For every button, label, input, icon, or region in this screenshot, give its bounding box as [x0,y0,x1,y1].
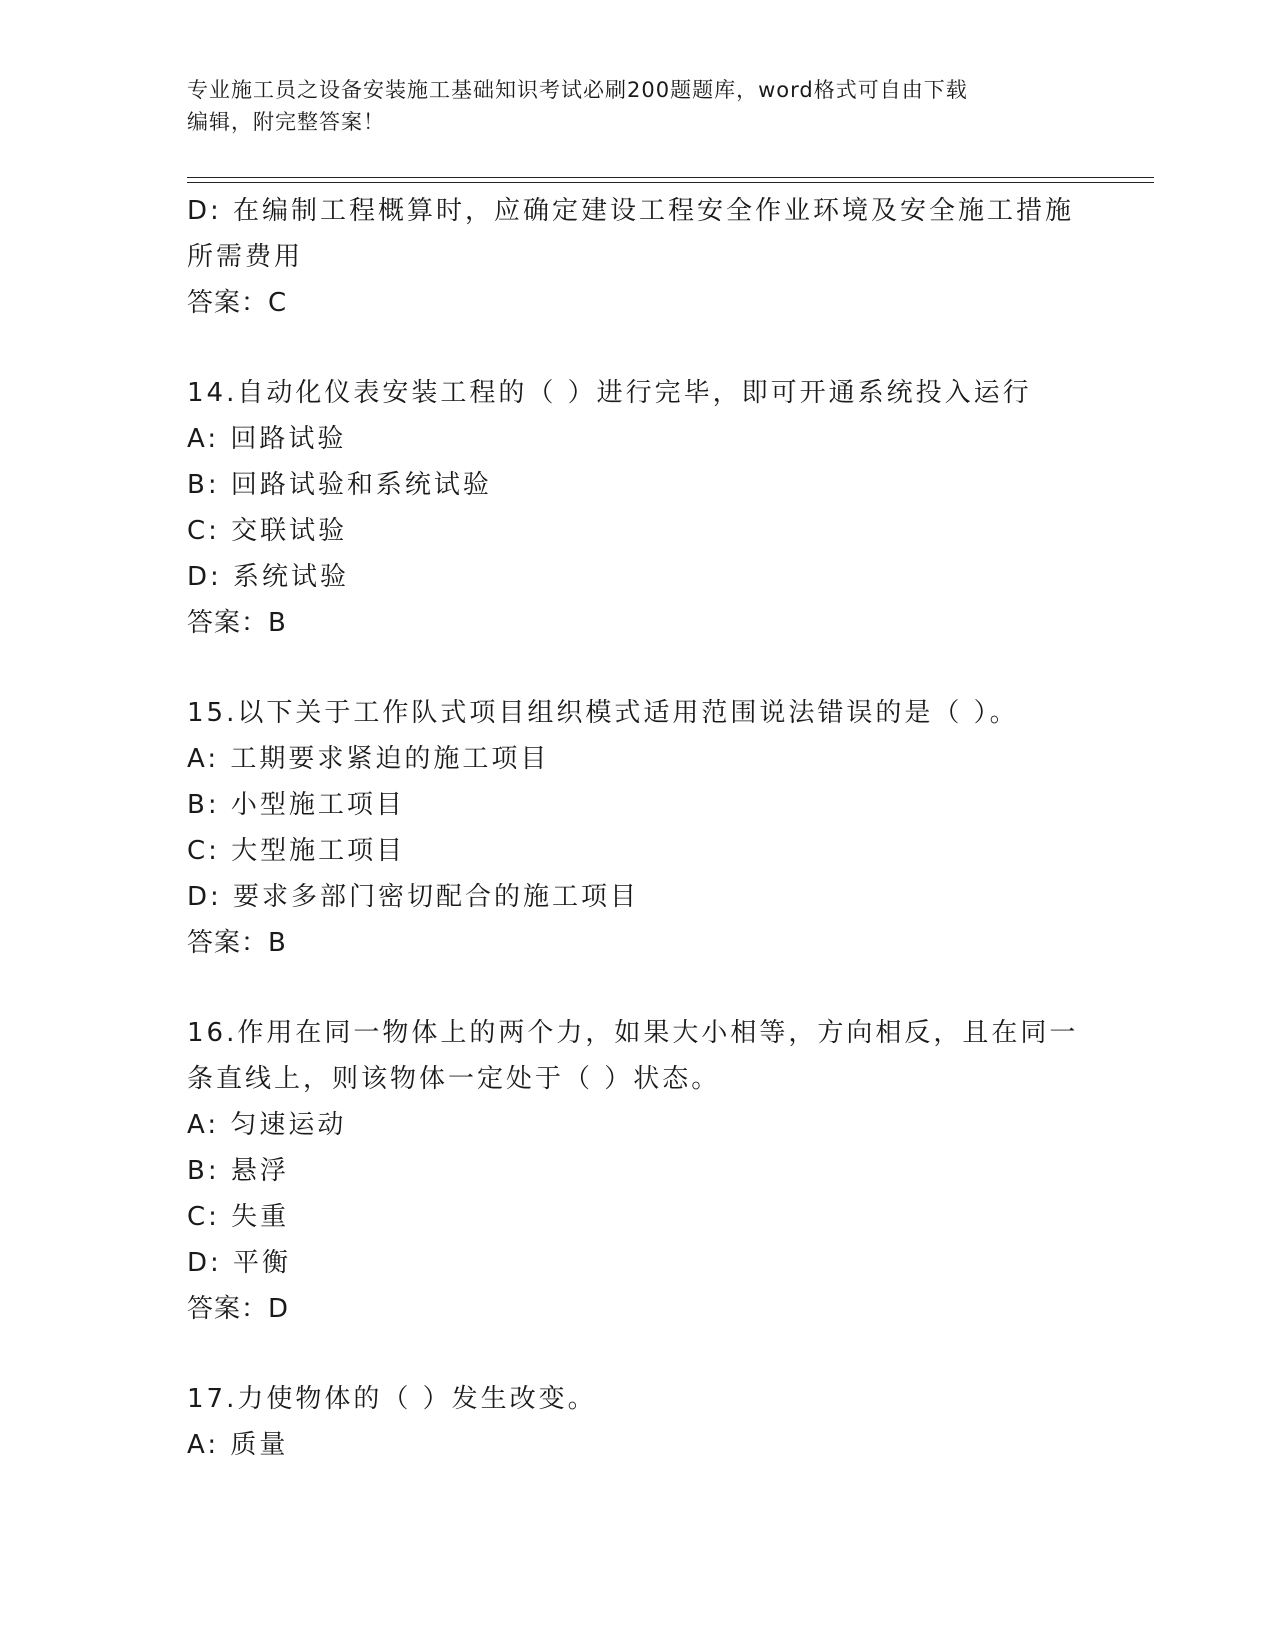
option-d-line-2: 所需费用 [187,242,304,272]
option-d: D: 系统试验 [187,562,350,592]
question-14 [187,370,1087,646]
option-a: A: 质量 [187,1430,289,1460]
question-stem-line-2: 条直线上，则该物体一定处于（ ）状态。 [187,1064,721,1094]
question-stem: 14.自动化仪表安装工程的（ ）进行完毕，即可开通系统投入运行 [187,378,1032,408]
header-divider-top [187,177,1154,178]
header-line-1: 专业施工员之设备安装施工基础知识考试必刷200题题库，word格式可自由下载 [187,78,968,102]
option-c: C: 失重 [187,1202,290,1232]
continued-question-13 [187,188,1087,326]
question-stem: 17.力使物体的（ ）发生改变。 [187,1384,597,1414]
question-16 [187,1010,1087,1332]
option-b: B: 小型施工项目 [187,790,405,820]
option-d-line-1: D: 在编制工程概算时，应确定建设工程安全作业环境及安全施工措施 [187,196,1075,226]
option-d: D: 平衡 [187,1248,292,1278]
spacer [187,326,1087,370]
question-15 [187,690,1087,966]
option-b: B: 悬浮 [187,1156,289,1186]
answer-text: 答案：C [187,288,288,318]
option-a: A: 匀速运动 [187,1110,347,1140]
answer-text: 答案：D [187,1294,290,1324]
option-a: A: 工期要求紧迫的施工项目 [187,744,550,774]
spacer [187,966,1087,1010]
option-a: A: 回路试验 [187,424,347,454]
question-list [187,188,1087,1468]
header-line-2: 编辑，附完整答案！ [187,110,385,134]
question-stem: 15.以下关于工作队式项目组织模式适用范围说法错误的是（ ）。 [187,698,1019,728]
question-17 [187,1376,1087,1468]
answer-text: 答案：B [187,928,287,958]
spacer [187,1332,1087,1376]
option-c: C: 大型施工项目 [187,836,406,866]
document-header [187,74,1087,138]
option-d: D: 要求多部门密切配合的施工项目 [187,882,640,912]
header-divider-bottom [187,182,1154,183]
option-b: B: 回路试验和系统试验 [187,470,492,500]
option-c: C: 交联试验 [187,516,348,546]
question-stem-line-1: 16.作用在同一物体上的两个力，如果大小相等，方向相反，且在同一 [187,1018,1079,1048]
spacer [187,646,1087,690]
answer-text: 答案：B [187,608,287,638]
